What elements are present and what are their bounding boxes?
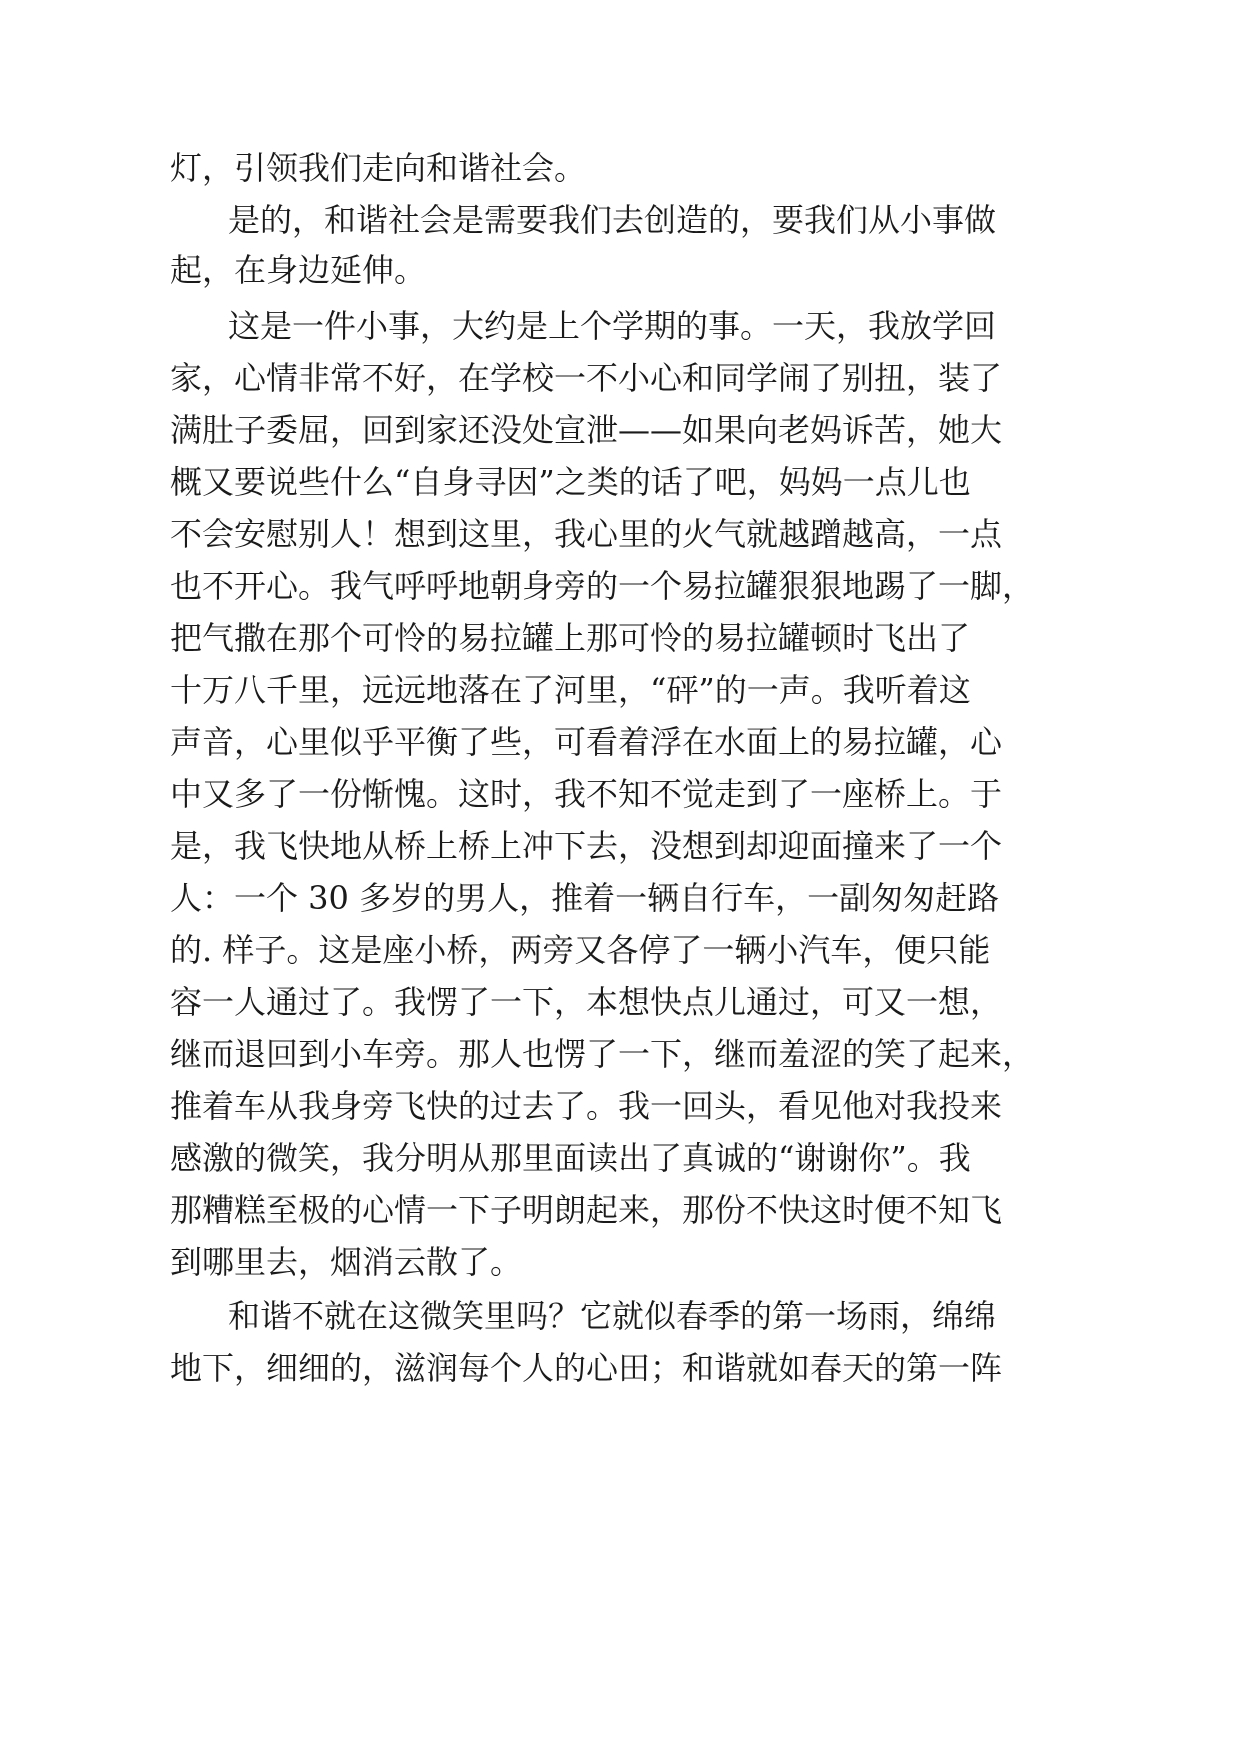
text-line: 满肚子委屈，回到家还没处宣泄——如果向老妈诉苦，她大 <box>170 411 1003 449</box>
text-line: 那糟糕至极的心情一下子明朗起来，那份不快这时便不知飞 <box>170 1191 1003 1229</box>
text-line: 继而退回到小车旁。那人也愣了一下，继而羞涩的笑了起来， <box>170 1035 1035 1073</box>
text-line: 地下，细细的，滋润每个人的心田；和谐就如春天的第一阵 <box>170 1349 1003 1387</box>
text-line: 十万八千里，远远地落在了河里，“砰”的一声。我听着这 <box>170 671 971 709</box>
text-line: 也不开心。我气呼呼地朝身旁的一个易拉罐狠狠地踢了一脚， <box>170 567 1035 605</box>
text-line: 把气撒在那个可怜的易拉罐上那可怜的易拉罐顿时飞出了 <box>170 619 971 657</box>
text-line: 是，我飞快地从桥上桥上冲下去，没想到却迎面撞来了一个 <box>170 827 1003 865</box>
text-line: 灯，引领我们走向和谐社会。 <box>170 149 587 187</box>
text-line: 不会安慰别人！想到这里，我心里的火气就越蹭越高，一点 <box>170 515 1003 553</box>
text-line: 和谐不就在这微笑里吗？它就似春季的第一场雨，绵绵 <box>228 1297 997 1335</box>
text-line: 概又要说些什么“自身寻因”之类的话了吧，妈妈一点儿也 <box>170 463 971 501</box>
text-line: 声音，心里似乎平衡了些，可看着浮在水面上的易拉罐，心 <box>170 723 1003 761</box>
text-line: 起，在身边延伸。 <box>170 251 427 289</box>
text-line: 家，心情非常不好，在学校一不小心和同学闹了别扭，装了 <box>170 359 1003 397</box>
text-line: 这是一件小事，大约是上个学期的事。一天，我放学回 <box>228 307 997 345</box>
text-line: 推着车从我身旁飞快的过去了。我一回头，看见他对我投来 <box>170 1087 1003 1125</box>
text-line: 人：一个 30 多岁的男人，推着一辆自行车，一副匆匆赶路 <box>170 879 1000 917</box>
text-line: 的. 样子。这是座小桥，两旁又各停了一辆小汽车，便只能 <box>170 931 991 969</box>
text-line: 感激的微笑，我分明从那里面读出了真诚的“谢谢你”。我 <box>170 1139 971 1177</box>
text-line: 到哪里去，烟消云散了。 <box>170 1243 523 1281</box>
text-line: 是的，和谐社会是需要我们去创造的，要我们从小事做 <box>228 201 997 239</box>
text-line: 容一人通过了。我愣了一下，本想快点儿通过，可又一想， <box>170 983 1003 1021</box>
text-line: 中又多了一份惭愧。这时，我不知不觉走到了一座桥上。于 <box>170 775 1003 813</box>
